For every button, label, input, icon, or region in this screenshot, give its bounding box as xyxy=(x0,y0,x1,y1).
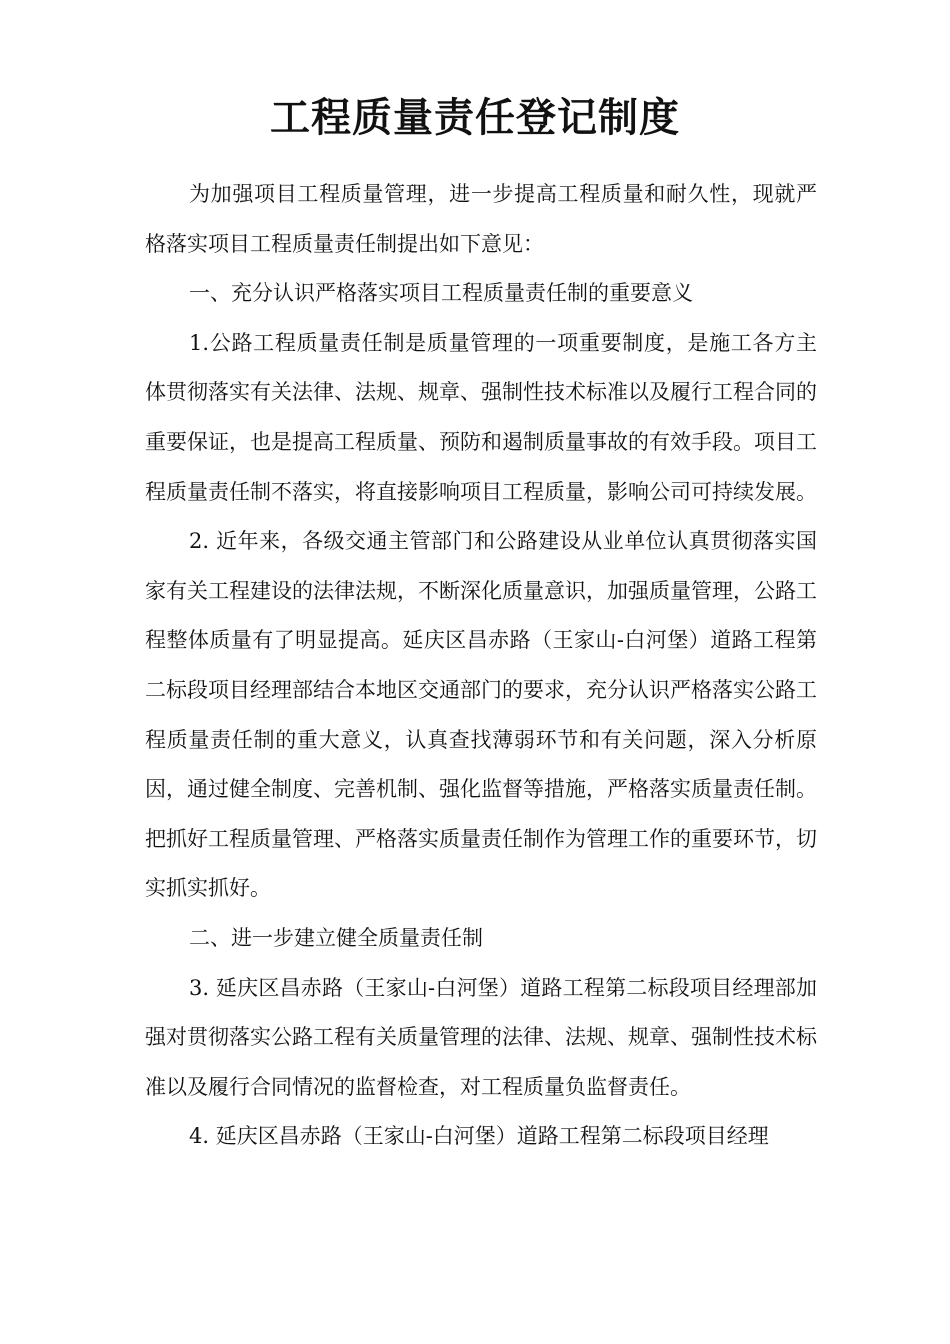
clause-1-paragraph: 1.公路工程质量责任制是质量管理的一项重要制度，是施工各方主体贯彻落实有关法律、法规、规章、强制性技术标准以及履行工程合同的重要保证，也是提高工程质量、预防和遏制质量事故的有效手段。项目工程质量责任制不落实，将直接影响项目工程质量，影响公司可持续发展。 xyxy=(145,330,817,504)
document-title: 工程质量责任登记制度 xyxy=(270,94,680,141)
section-heading-1: 一、充分认识严格落实项目工程质量责任制的重要意义 xyxy=(189,281,693,306)
clause-2-paragraph: 2. 近年来，各级交通主管部门和公路建设从业单位认真贯彻落实国家有关工程建设的法律法规，不断深化质量意识，加强质量管理，公路工程整体质量有了明显提高。延庆区昌赤路（王家山-白河堡）道路工程第二标段项目经理部结合本地区交通部门的要求，充分认识严格落实公路工程质量责任制的重大意义，认真查找薄弱环节和有关问题，深入分析原因，通过健全制度、完善机制、强化监督等措施，严格落实质量责任制。把抓好工程质量管理、严格落实质量责任制作为管理工作的重要环节，切实抓实抓好。 xyxy=(145,529,817,901)
intro-paragraph: 为加强项目工程质量管理，进一步提高工程质量和耐久性，现就严格落实项目工程质量责任制提出如下意见： xyxy=(145,182,817,256)
clause-4-paragraph: 4. 延庆区昌赤路（王家山-白河堡）道路工程第二标段项目经理 xyxy=(189,1124,769,1149)
clause-3-paragraph: 3. 延庆区昌赤路（王家山-白河堡）道路工程第二标段项目经理部加强对贯彻落实公路工程有关质量管理的法律、法规、规章、强制性技术标准以及履行合同情况的监督检查，对工程质量负监督责任。 xyxy=(145,975,817,1099)
document-body xyxy=(145,170,817,1162)
section-heading-2: 二、进一步建立健全质量责任制 xyxy=(189,925,483,950)
